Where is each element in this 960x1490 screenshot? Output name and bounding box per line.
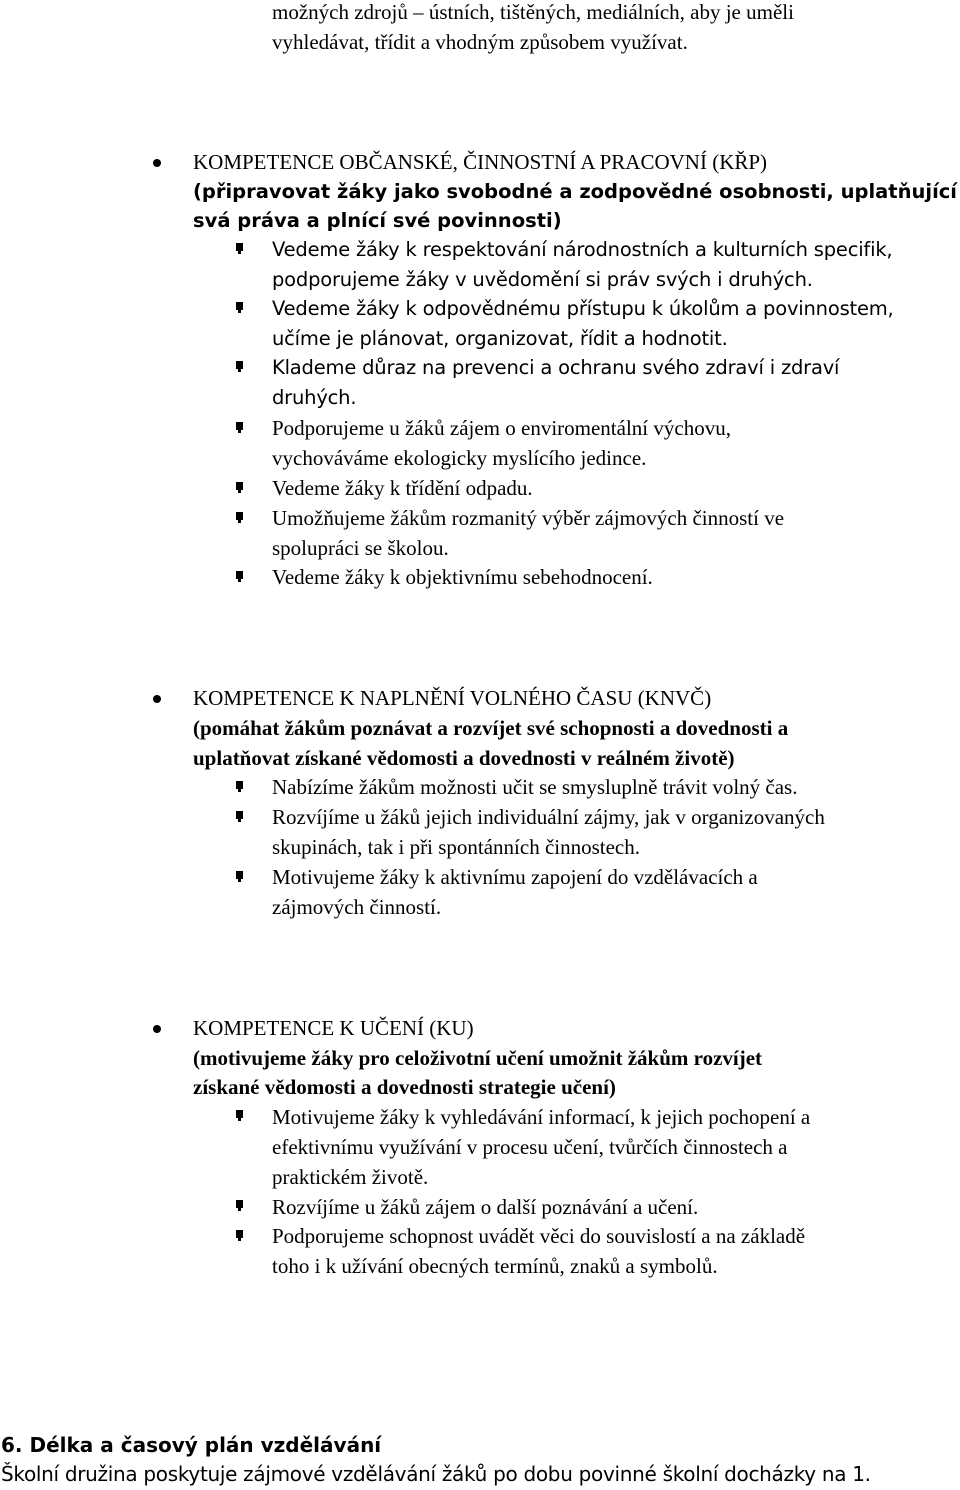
section-subtitle-krp-2: svá práva a plnící své povinnosti) <box>193 209 562 232</box>
square-bullet-icon <box>236 781 243 789</box>
list-item: Nabízíme žákům možnosti učit se smysluplně trávit volný čas. <box>272 775 798 799</box>
bullet-dot <box>153 159 161 167</box>
section-subtitle-ku-1: (motivujeme žáky pro celoživotní učení umožnit žákům rozvíjet <box>193 1046 763 1070</box>
list-item: Vedeme žáky k respektování národnostních a kulturních specifik, <box>272 238 893 261</box>
list-item: Podporujeme u žáků zájem o enviromentální výchovu, <box>272 416 731 440</box>
square-bullet-icon <box>236 512 243 520</box>
section-6-text: Školní družina poskytuje zájmové vzdělávání žáků po dobu povinné školní docházky na 1. <box>1 1462 871 1486</box>
intro-line-2: vyhledávat, třídit a vhodným způsobem využívat. <box>272 30 688 54</box>
square-bullet-icon <box>236 422 243 430</box>
section-subtitle-ku-2: získané vědomosti a dovednosti strategie učení) <box>193 1075 616 1099</box>
list-item: Motivujeme žáky k aktivnímu zapojení do vzdělávacích a <box>272 865 758 889</box>
list-item: Vedeme žáky k odpovědnému přístupu k úkolům a povinnostem, <box>272 297 894 320</box>
list-item-cont: spolupráci se školou. <box>272 536 449 560</box>
list-item-cont: podporujeme žáky v uvědomění si práv svých i druhých. <box>272 268 813 291</box>
list-item: Rozvíjíme u žáků jejich individuální zájmy, jak v organizovaných <box>272 805 825 829</box>
bullet-dot <box>153 1025 161 1033</box>
list-item: Klademe důraz na prevenci a ochranu svého zdraví i zdraví <box>272 356 840 379</box>
square-bullet-icon <box>236 871 243 879</box>
section-heading-krp: KOMPETENCE OBČANSKÉ, ČINNOSTNÍ A PRACOVNÍ (KŘP) <box>193 150 768 174</box>
list-item: Umožňujeme žákům rozmanitý výběr zájmových činností ve <box>272 506 785 530</box>
square-bullet-icon <box>236 1200 243 1208</box>
square-bullet-icon <box>236 482 243 490</box>
list-item-cont: toho i k užívání obecných termínů, znaků a symbolů. <box>272 1254 718 1278</box>
bullet-dot <box>153 695 161 703</box>
section-heading-knvc: KOMPETENCE K NAPLNĚNÍ VOLNÉHO ČASU (KNVČ) <box>193 686 712 710</box>
square-bullet-icon <box>236 1110 243 1118</box>
list-item: Vedeme žáky k objektivnímu sebehodnocení. <box>272 565 653 589</box>
list-item-cont: zájmových činností. <box>272 895 442 919</box>
list-item-cont: učíme je plánovat, organizovat, řídit a hodnotit. <box>272 327 728 350</box>
section-subtitle-knvc-1: (pomáhat žákům poznávat a rozvíjet své schopnosti a dovednosti a <box>193 716 789 740</box>
section-subtitle-krp-1: (připravovat žáky jako svobodné a zodpovědné osobnosti, uplatňující <box>193 180 957 203</box>
list-item-cont: druhých. <box>272 386 357 409</box>
square-bullet-icon <box>236 243 243 251</box>
section-6-title: 6. Délka a časový plán vzdělávání <box>1 1433 382 1457</box>
list-item-cont: efektivnímu využívání v procesu učení, tvůrčích činnostech a <box>272 1135 788 1159</box>
intro-line-1: možných zdrojů – ústních, tištěných, mediálních, aby je uměli <box>272 0 794 24</box>
list-item: Podporujeme schopnost uvádět věci do souvislostí a na základě <box>272 1224 806 1248</box>
list-item-cont: praktickém životě. <box>272 1165 429 1189</box>
list-item: Motivujeme žáky k vyhledávání informací, k jejich pochopení a <box>272 1105 811 1129</box>
section-heading-ku: KOMPETENCE K UČENÍ (KU) <box>193 1016 474 1040</box>
square-bullet-icon <box>236 571 243 579</box>
square-bullet-icon <box>236 811 243 819</box>
list-item-cont: skupinách, tak i při spontánních činnostech. <box>272 835 641 859</box>
square-bullet-icon <box>236 361 243 369</box>
square-bullet-icon <box>236 1230 243 1238</box>
square-bullet-icon <box>236 302 243 310</box>
list-item-cont: vychováváme ekologicky myslícího jedince. <box>272 446 647 470</box>
list-item: Rozvíjíme u žáků zájem o další poznávání a učení. <box>272 1195 699 1219</box>
section-subtitle-knvc-2: uplatňovat získané vědomosti a dovednosti v reálném životě) <box>193 746 735 770</box>
list-item: Vedeme žáky k třídění odpadu. <box>272 476 533 500</box>
